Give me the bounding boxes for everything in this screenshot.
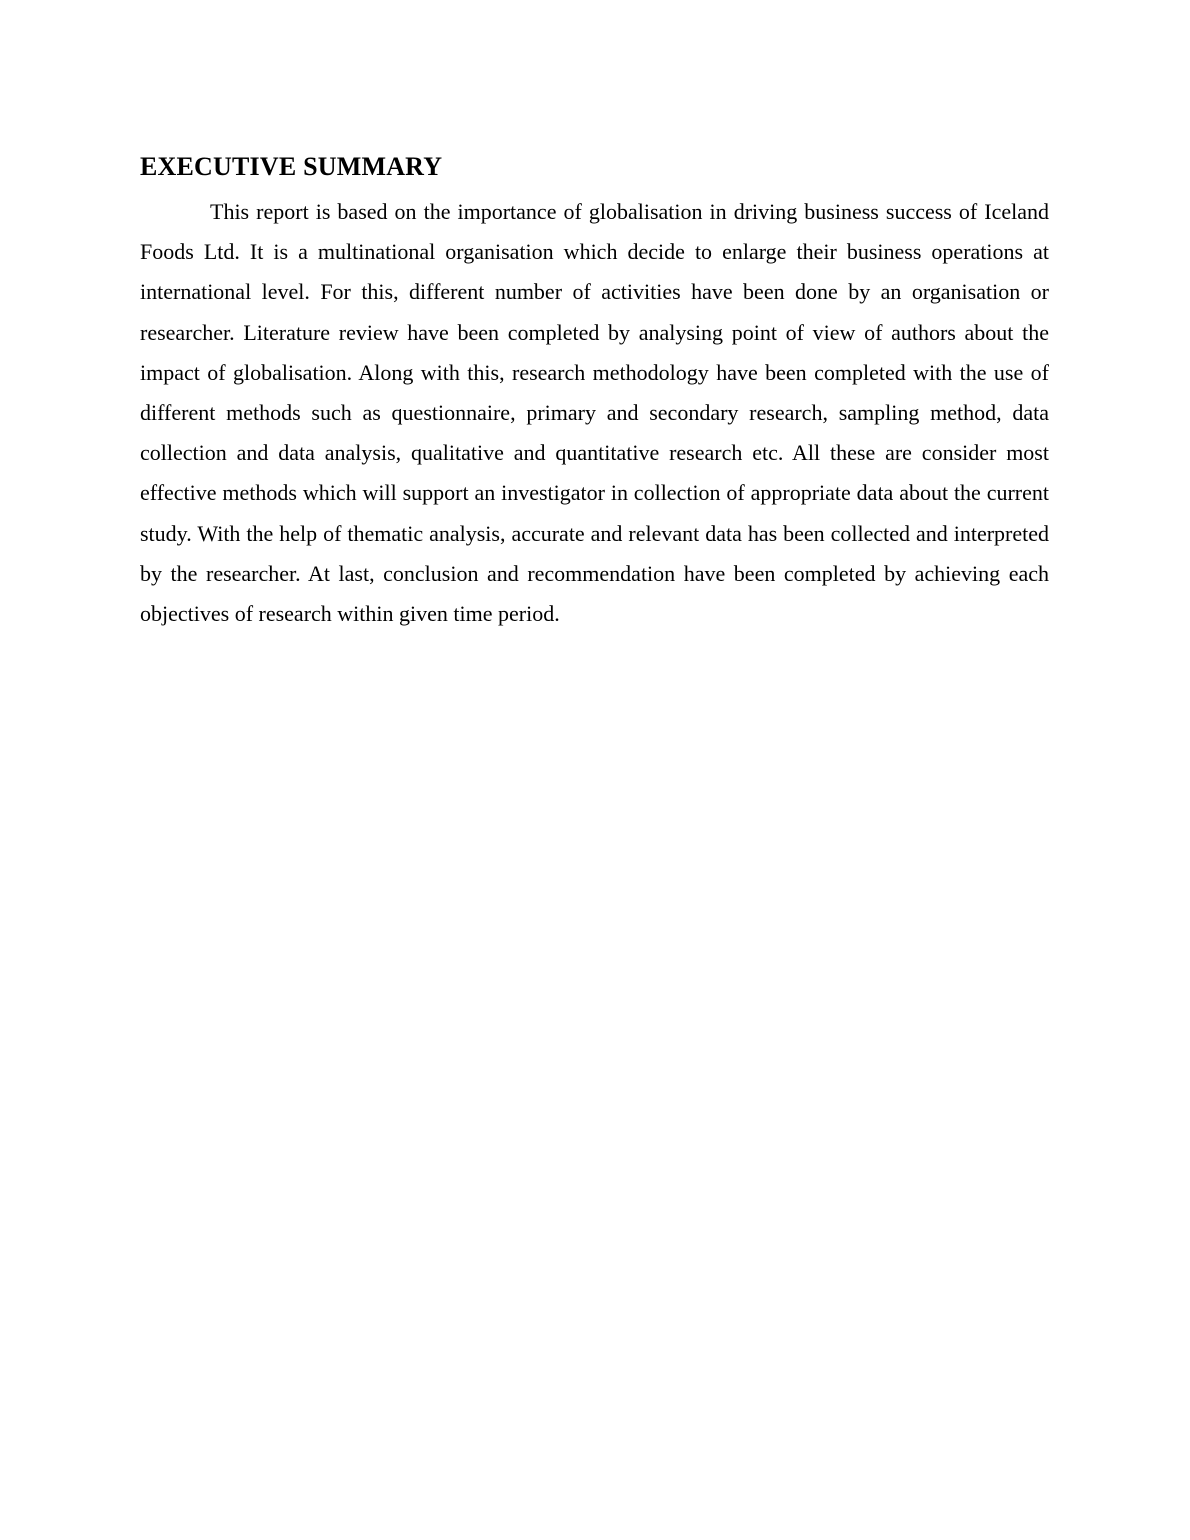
section-heading: EXECUTIVE SUMMARY bbox=[140, 152, 443, 181]
page-content bbox=[140, 150, 1049, 634]
summary-paragraph: This report is based on the importance of globalisation in driving business success of Iceland Foods Ltd. It is a multinational organisation which decide to enlarge their business operations at international level. For this, different number of activities have been done by an organisation or researcher. Literature review have been completed by analysing point of view of authors about the impact of globalisation. Along with this, research methodology have been completed with the use of different methods such as questionnaire, primary and secondary research, sampling method, data collection and data analysis, qualitative and quantitative research etc. All these are consider most effective methods which will support an investigator in collection of appropriate data about the current study. With the help of thematic analysis, accurate and relevant data has been collected and interpreted by the researcher. At last, conclusion and recommendation have been completed by achieving each objectives of research within given time period. bbox=[140, 199, 1049, 627]
